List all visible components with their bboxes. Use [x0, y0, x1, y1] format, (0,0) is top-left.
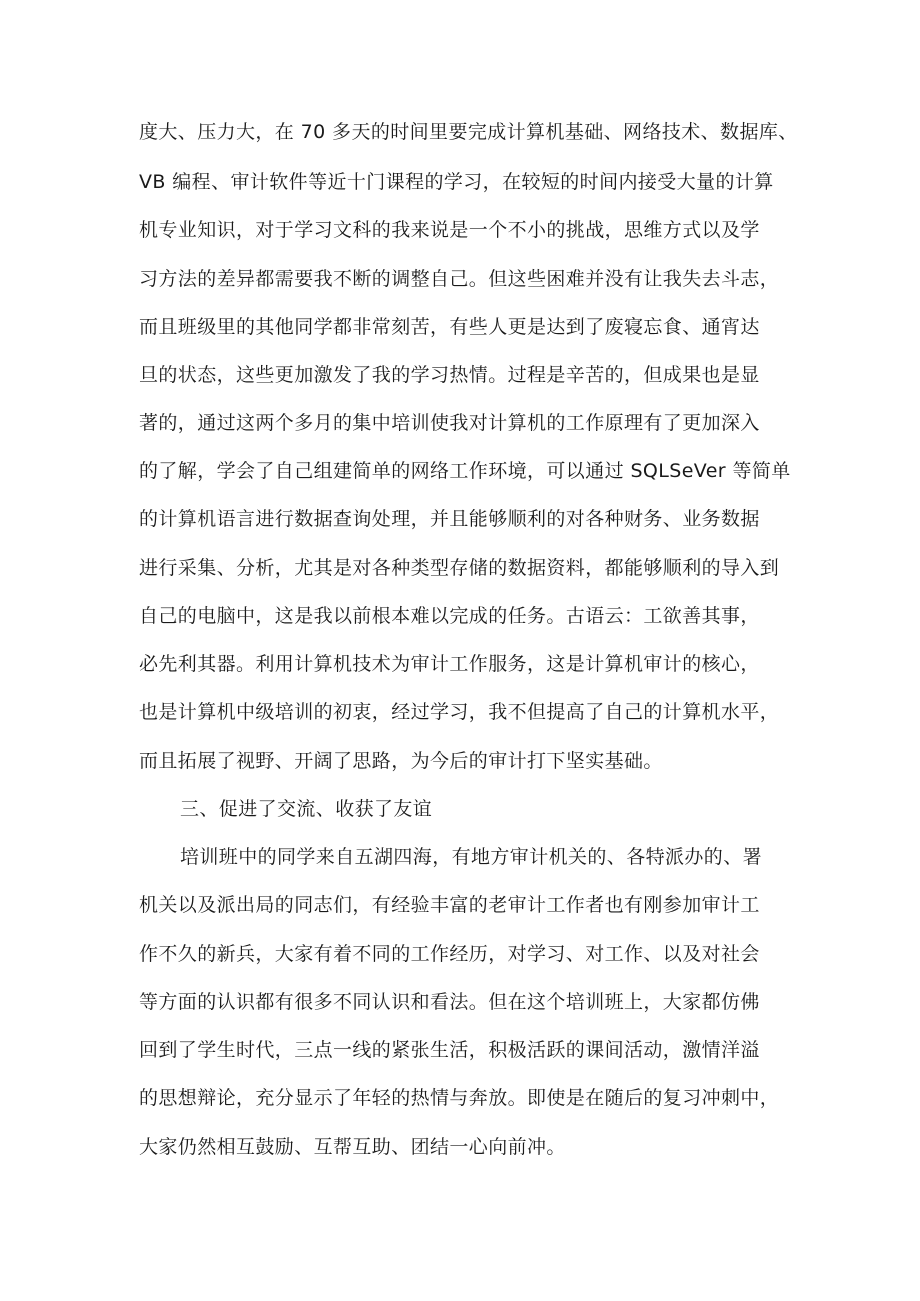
paragraph-line-21: 大家仍然相互鼓励、互帮互助、团结一心向前冲。	[139, 1136, 566, 1158]
paragraph-line-18: 等方面的认识都有很多不同认识和看法。但在这个培训班上，大家都仿佛	[139, 991, 760, 1013]
paragraph-line-10: 进行采集、分析，尤其是对各种类型存储的数据资料，都能够顺利的导入到	[139, 557, 780, 579]
paragraph-line-1: 度大、压力大，在 70 多天的时间里要完成计算机基础、网络技术、数据库、	[139, 121, 798, 143]
paragraph-line-15: 培训班中的同学来自五湖四海，有地方审计机关的、各特派办的、署	[180, 846, 763, 868]
paragraph-line-3: 机专业知识，对于学习文科的我来说是一个不小的挑战，思维方式以及学	[139, 219, 760, 241]
paragraph-line-8: 的了解，学会了自己组建简单的网络工作环境，可以通过 SQLSeVer 等简单	[139, 460, 791, 482]
section-heading: 三、促进了交流、收获了友谊	[180, 798, 433, 820]
paragraph-line-11: 自己的电脑中，这是我以前根本难以完成的任务。古语云：工欲善其事，	[139, 605, 760, 627]
paragraph-line-20: 的思想辩论，充分显示了年轻的热情与奔放。即使是在随后的复习冲刺中，	[139, 1087, 780, 1109]
paragraph-line-16: 机关以及派出局的同志们，有经验丰富的老审计工作者也有刚参加审计工	[139, 894, 760, 916]
paragraph-line-19: 回到了学生时代，三点一线的紧张生活，积极活跃的课间活动，激情洋溢	[139, 1039, 760, 1061]
paragraph-line-13: 也是计算机中级培训的初衷，经过学习，我不但提高了自己的计算机水平，	[139, 701, 780, 723]
paragraph-line-9: 的计算机语言进行数据查询处理，并且能够顺利的对各种财务、业务数据	[139, 508, 760, 530]
paragraph-line-7: 著的，通过这两个多月的集中培训使我对计算机的工作原理有了更加深入	[139, 412, 760, 434]
paragraph-line-14: 而且拓展了视野、开阔了思路，为今后的审计打下坚实基础。	[139, 750, 663, 772]
paragraph-line-5: 而且班级里的其他同学都非常刻苦，有些人更是达到了废寝忘食、通宵达	[139, 316, 760, 338]
paragraph-line-4: 习方法的差异都需要我不断的调整自己。但这些困难并没有让我失去斗志，	[139, 268, 780, 290]
paragraph-line-12: 必先利其器。利用计算机技术为审计工作服务，这是计算机审计的核心，	[139, 653, 760, 675]
paragraph-line-2: VB 编程、审计软件等近十门课程的学习，在较短的时间内接受大量的计算	[139, 171, 774, 193]
paragraph-line-6: 旦的状态，这些更加激发了我的学习热情。过程是辛苦的，但成果也是显	[139, 364, 760, 386]
paragraph-line-17: 作不久的新兵，大家有着不同的工作经历，对学习、对工作、以及对社会	[139, 943, 760, 965]
